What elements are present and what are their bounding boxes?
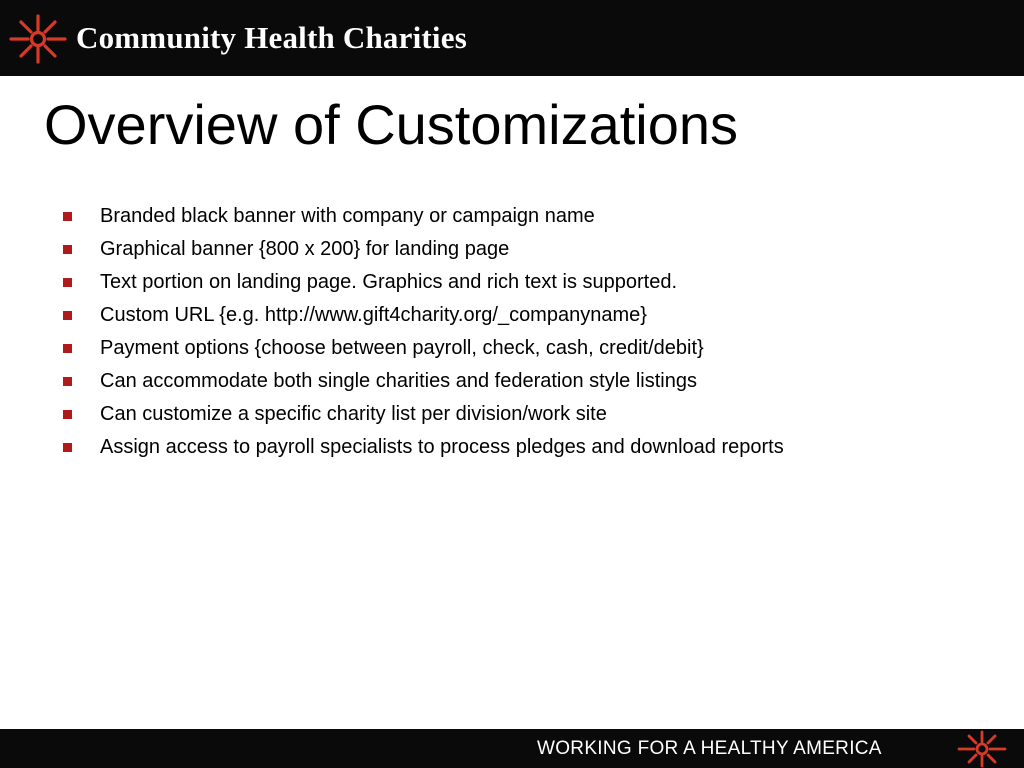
square-bullet-icon	[63, 278, 72, 287]
footer-tagline: WORKING FOR A HEALTHY AMERICA	[537, 738, 882, 759]
sun-burst-icon	[957, 730, 1007, 768]
header-banner	[0, 0, 1024, 76]
square-bullet-icon	[63, 245, 72, 254]
bullet-text: Can accommodate both single charities and federation style listings	[100, 370, 697, 392]
square-bullet-icon	[63, 212, 72, 221]
org-name: Community Health Charities	[76, 20, 467, 55]
slide-title: Overview of Customizations	[44, 93, 739, 156]
bullet-text: Text portion on landing page. Graphics and rich text is supported.	[100, 271, 678, 293]
square-bullet-icon	[63, 443, 72, 452]
bullet-text: Branded black banner with company or campaign name	[100, 205, 595, 227]
bullet-text: Custom URL {e.g. http://www.gift4charity.org/_companyname}	[100, 304, 647, 326]
footer-banner	[0, 729, 1024, 768]
sun-burst-icon	[8, 13, 68, 65]
square-bullet-icon	[63, 410, 72, 419]
bullet-text: Can customize a specific charity list per division/work site	[100, 403, 607, 425]
square-bullet-icon	[63, 377, 72, 386]
square-bullet-icon	[63, 311, 72, 320]
bullet-text: Assign access to payroll specialists to process pledges and download reports	[100, 436, 784, 458]
bullet-text: Payment options {choose between payroll, check, cash, credit/debit}	[100, 337, 704, 359]
bullet-text: Graphical banner {800 x 200} for landing page	[100, 238, 510, 260]
square-bullet-icon	[63, 344, 72, 353]
